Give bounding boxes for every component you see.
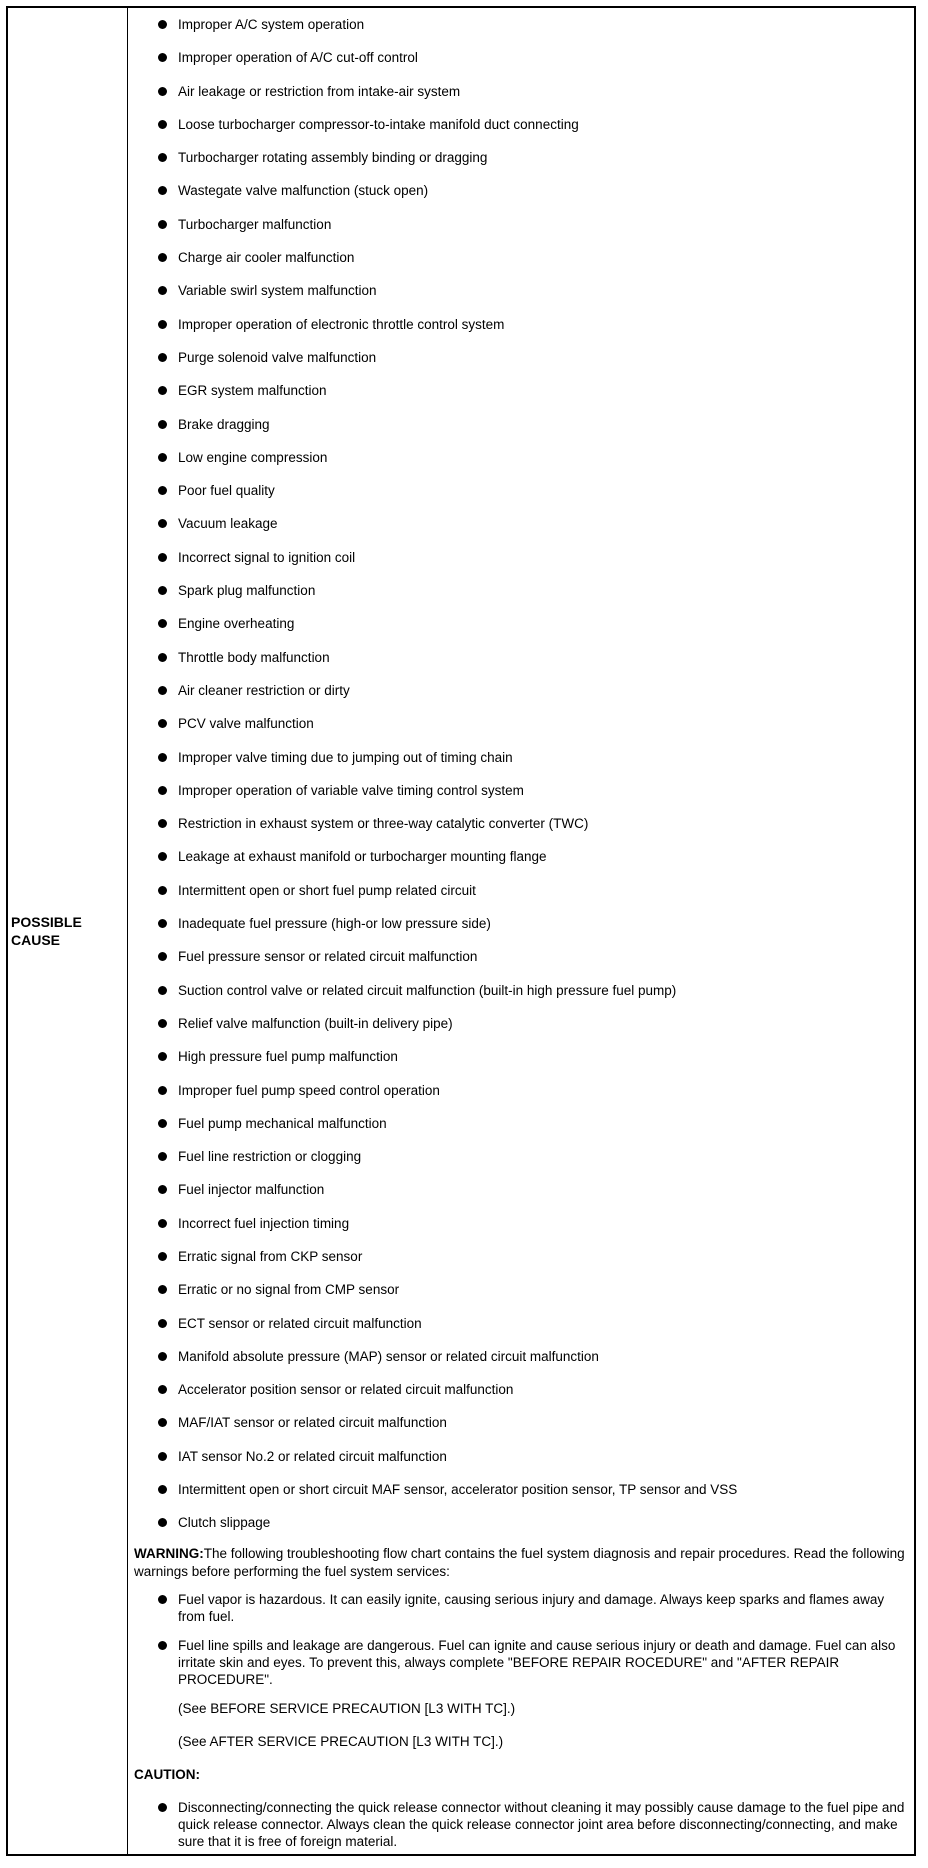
see-after-service-link[interactable]: (See AFTER SERVICE PRECAUTION [L3 WITH TC].) xyxy=(178,1733,504,1749)
bullet-icon xyxy=(158,1803,167,1812)
cause-item-text: Fuel pump mechanical malfunction xyxy=(178,1115,387,1131)
bullet-icon xyxy=(158,753,167,762)
bullet-icon xyxy=(158,1518,167,1527)
warning-paragraph xyxy=(134,1545,908,1581)
cause-item-text: Loose turbocharger compressor-to-intake manifold duct connecting xyxy=(178,116,579,132)
cause-item-text: MAF/IAT sensor or related circuit malfunction xyxy=(178,1415,447,1431)
cause-item-text: Variable swirl system malfunction xyxy=(178,283,377,299)
warning-list xyxy=(134,1591,908,1688)
bullet-icon xyxy=(158,619,167,628)
cause-item xyxy=(134,1010,908,1043)
cause-item-text: Improper operation of A/C cut-off control xyxy=(178,50,418,66)
bullet-icon xyxy=(158,886,167,895)
cause-item xyxy=(134,1343,908,1376)
cause-item xyxy=(134,44,908,77)
cause-item xyxy=(134,877,908,910)
cause-item-text: Inadequate fuel pressure (high-or low pressure side) xyxy=(178,916,491,932)
cause-item-text: Brake dragging xyxy=(178,416,270,432)
caution-item xyxy=(134,1799,908,1850)
cause-item-text: Fuel line restriction or clogging xyxy=(178,1149,362,1165)
cause-item xyxy=(134,211,908,244)
bullet-icon xyxy=(158,1452,167,1461)
cause-item xyxy=(134,444,908,477)
caution-item-text: Disconnecting/connecting the quick release connector without cleaning it may possibly cause damage to the fuel pipe and quick release connector. Always clean the quick release connector joint area before disconnecting/connecting, and make sure that it is free of foreign material. xyxy=(178,1799,905,1849)
bullet-icon xyxy=(158,120,167,129)
bullet-icon xyxy=(158,1285,167,1294)
cause-item xyxy=(134,1043,908,1076)
cause-item-text: Improper operation of variable valve timing control system xyxy=(178,782,524,798)
cause-item xyxy=(134,744,908,777)
cause-item-text: IAT sensor No.2 or related circuit malfunction xyxy=(178,1448,447,1464)
cause-item xyxy=(134,710,908,743)
cause-item xyxy=(134,377,908,410)
cause-item-text: Improper fuel pump speed control operation xyxy=(178,1082,440,1098)
bullet-icon xyxy=(158,819,167,828)
bullet-icon xyxy=(158,186,167,195)
bullet-icon xyxy=(158,1119,167,1128)
cause-item-text: Relief valve malfunction (built-in delivery pipe) xyxy=(178,1015,453,1031)
cause-item-text: Improper A/C system operation xyxy=(178,17,365,32)
cause-item-text: Turbocharger malfunction xyxy=(178,216,332,232)
cause-item xyxy=(134,843,908,876)
cause-item xyxy=(134,1243,908,1276)
cause-item xyxy=(134,510,908,543)
caution-label: CAUTION: xyxy=(134,1766,200,1782)
bullet-icon xyxy=(158,486,167,495)
bullet-icon xyxy=(158,719,167,728)
bullet-icon xyxy=(158,1219,167,1228)
cause-item xyxy=(134,111,908,144)
bullet-icon xyxy=(158,986,167,995)
bullet-icon xyxy=(158,353,167,362)
cause-item xyxy=(134,1276,908,1309)
cause-item xyxy=(134,544,908,577)
cause-item-text: Manifold absolute pressure (MAP) sensor or related circuit malfunction xyxy=(178,1348,599,1364)
cause-item xyxy=(134,677,908,710)
cause-item xyxy=(134,977,908,1010)
cause-item-text: High pressure fuel pump malfunction xyxy=(178,1049,398,1065)
bullet-icon xyxy=(158,1185,167,1194)
cause-item xyxy=(134,810,908,843)
bullet-icon xyxy=(158,87,167,96)
cause-item xyxy=(134,78,908,111)
cause-item xyxy=(134,144,908,177)
label-cell xyxy=(8,8,128,1854)
see-before-service-link[interactable]: (See BEFORE SERVICE PRECAUTION [L3 WITH TC].) xyxy=(178,1700,516,1716)
cause-item-text: Vacuum leakage xyxy=(178,516,278,532)
cause-item xyxy=(134,577,908,610)
cause-item xyxy=(134,1443,908,1476)
bullet-icon xyxy=(158,453,167,462)
cause-item-text: Erratic signal from CKP sensor xyxy=(178,1248,363,1264)
cause-item-text: Intermittent open or short fuel pump related circuit xyxy=(178,882,476,898)
content-cell xyxy=(128,8,914,1854)
cause-item-text: Incorrect fuel injection timing xyxy=(178,1215,350,1231)
warning-item-text: Fuel line spills and leakage are dangerous. Fuel can ignite and cause serious injury or death and damage. Fuel can also irritate skin and eyes. To prevent this, always complete "BEFORE REPAIR ROCEDURE" and "AFTER REPAIR PROCEDURE". xyxy=(178,1637,896,1687)
cause-item-text: Air cleaner restriction or dirty xyxy=(178,682,350,698)
cause-item-text: Turbocharger rotating assembly binding or dragging xyxy=(178,150,488,166)
cause-item-text: Fuel injector malfunction xyxy=(178,1182,325,1198)
bullet-icon xyxy=(158,586,167,595)
cause-item-text: Leakage at exhaust manifold or turbocharger mounting flange xyxy=(178,849,547,865)
cause-item-text: Suction control valve or related circuit malfunction (built-in high pressure fuel pump) xyxy=(178,982,677,998)
bullet-icon xyxy=(158,553,167,562)
bullet-icon xyxy=(158,253,167,262)
cause-item-text: ECT sensor or related circuit malfunction xyxy=(178,1315,422,1331)
cause-item-text: Engine overheating xyxy=(178,616,295,632)
bullet-icon xyxy=(158,686,167,695)
cause-item xyxy=(134,1376,908,1409)
cause-item-text: Restriction in exhaust system or three-way catalytic converter (TWC) xyxy=(178,816,589,832)
cause-list xyxy=(134,11,908,1543)
bullet-icon xyxy=(158,53,167,62)
cause-item-text: Poor fuel quality xyxy=(178,483,275,499)
bullet-icon xyxy=(158,1385,167,1394)
cause-item-text: Accelerator position sensor or related circuit malfunction xyxy=(178,1382,514,1398)
cause-item-text: Low engine compression xyxy=(178,449,328,465)
cause-item xyxy=(134,1077,908,1110)
bullet-icon xyxy=(158,952,167,961)
bullet-icon xyxy=(158,420,167,429)
cause-item xyxy=(134,943,908,976)
bullet-icon xyxy=(158,852,167,861)
warning-item-text: Fuel vapor is hazardous. It can easily ignite, causing serious injury and damage. Always keep sparks and flames away from fuel. xyxy=(178,1591,885,1624)
cause-item xyxy=(134,644,908,677)
bullet-icon xyxy=(158,1352,167,1361)
cause-item xyxy=(134,1409,908,1442)
bullet-icon xyxy=(158,1086,167,1095)
bullet-icon xyxy=(158,1152,167,1161)
cause-item xyxy=(134,1176,908,1209)
bullet-icon xyxy=(158,786,167,795)
cause-item-text: PCV valve malfunction xyxy=(178,716,314,732)
bullet-icon xyxy=(158,320,167,329)
cause-item xyxy=(134,477,908,510)
bullet-icon xyxy=(158,919,167,928)
bullet-icon xyxy=(158,1052,167,1061)
cause-item xyxy=(134,344,908,377)
bullet-icon xyxy=(158,1485,167,1494)
cause-item-text: Improper operation of electronic throttle control system xyxy=(178,316,505,332)
cause-item-text: Air leakage or restriction from intake-air system xyxy=(178,83,461,99)
cause-item xyxy=(134,11,908,44)
cause-item-text: Intermittent open or short circuit MAF sensor, accelerator position sensor, TP sensor and VSS xyxy=(178,1482,738,1498)
cause-item-text: Charge air cooler malfunction xyxy=(178,250,355,266)
warning-text: The following troubleshooting flow chart contains the fuel system diagnosis and repair procedures. Read the following warnings before performing the fuel system services: xyxy=(134,1545,905,1579)
cause-item xyxy=(134,777,908,810)
warning-label: WARNING: xyxy=(134,1545,204,1561)
cause-item xyxy=(134,1509,908,1542)
bullet-icon xyxy=(158,286,167,295)
cause-item xyxy=(134,277,908,310)
cause-item-text: EGR system malfunction xyxy=(178,383,327,399)
cause-item-text: Improper valve timing due to jumping out of timing chain xyxy=(178,749,513,765)
bullet-icon xyxy=(158,1019,167,1028)
warning-item xyxy=(134,1637,908,1688)
bullet-icon xyxy=(158,153,167,162)
bullet-icon xyxy=(158,1595,167,1604)
cause-item xyxy=(134,177,908,210)
cause-item-text: Clutch slippage xyxy=(178,1515,271,1531)
cause-item xyxy=(134,1476,908,1509)
possible-cause-table xyxy=(6,6,916,1856)
cause-item xyxy=(134,1110,908,1143)
cause-item xyxy=(134,1310,908,1343)
cause-item xyxy=(134,1210,908,1243)
bullet-icon xyxy=(158,20,167,29)
cause-item xyxy=(134,910,908,943)
bullet-icon xyxy=(158,1641,167,1650)
possible-cause-label: POSSIBLE CAUSE xyxy=(11,914,82,948)
caution-list xyxy=(134,1799,908,1850)
cause-item-text: Incorrect signal to ignition coil xyxy=(178,549,356,565)
cause-item-text: Purge solenoid valve malfunction xyxy=(178,349,377,365)
cause-item-text: Erratic or no signal from CMP sensor xyxy=(178,1282,400,1298)
bullet-icon xyxy=(158,386,167,395)
cause-item xyxy=(134,1143,908,1176)
warning-item xyxy=(134,1591,908,1625)
cause-item-text: Throttle body malfunction xyxy=(178,649,330,665)
cause-item xyxy=(134,244,908,277)
bullet-icon xyxy=(158,1252,167,1261)
cause-item-text: Wastegate valve malfunction (stuck open) xyxy=(178,183,429,199)
bullet-icon xyxy=(158,1418,167,1427)
cause-item xyxy=(134,411,908,444)
cause-item xyxy=(134,311,908,344)
cause-item-text: Spark plug malfunction xyxy=(178,583,316,599)
bullet-icon xyxy=(158,653,167,662)
cause-item xyxy=(134,610,908,643)
bullet-icon xyxy=(158,220,167,229)
bullet-icon xyxy=(158,519,167,528)
cause-item-text: Fuel pressure sensor or related circuit malfunction xyxy=(178,949,478,965)
bullet-icon xyxy=(158,1319,167,1328)
